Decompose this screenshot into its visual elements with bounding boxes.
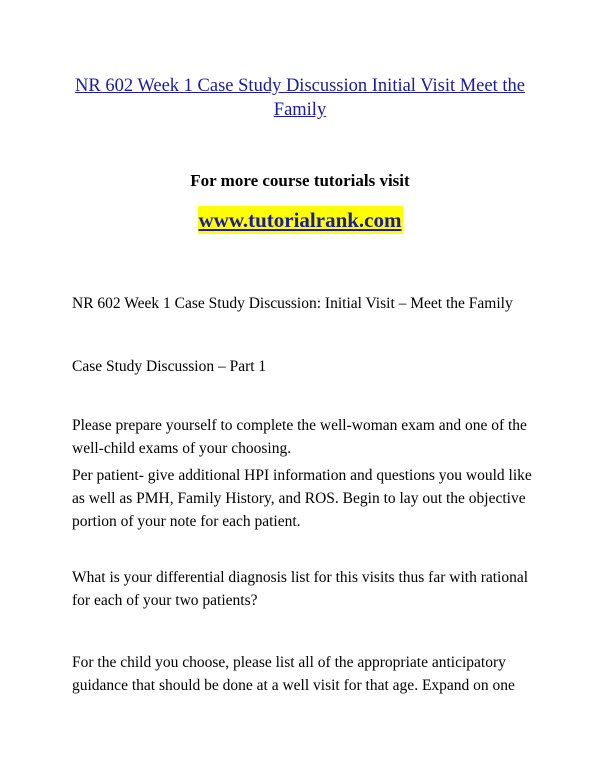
paragraph-heading: NR 602 Week 1 Case Study Discussion: Initial Visit – Meet the Family [72,295,513,312]
paragraph-instructions: Please prepare yourself to complete the well-woman exam and one of the well-child exams of your choosing. [72,417,527,457]
paragraph-part-label: Case Study Discussion – Part 1 [72,358,267,375]
site-link-container [0,206,600,234]
site-link[interactable]: www.tutorialrank.com [198,208,402,232]
paragraph-anticipatory-guidance: For the child you choose, please list all of the appropriate anticipatory guidance that should be done at a well visit for that age. Expand on one [72,654,515,694]
paragraph-differential: What is your differential diagnosis list for this visits thus far with rational for each of your two patients? [72,569,529,609]
visit-label: For more course tutorials visit [190,171,410,190]
title-link[interactable]: NR 602 Week 1 Case Study Discussion Initial Visit Meet the Family [75,76,525,120]
paragraph-per-patient: Per patient- give additional HPI information and questions you would like as well as PMH, Family History, and ROS. Begin to lay out the objective portion of your note for each patient. [72,467,532,530]
